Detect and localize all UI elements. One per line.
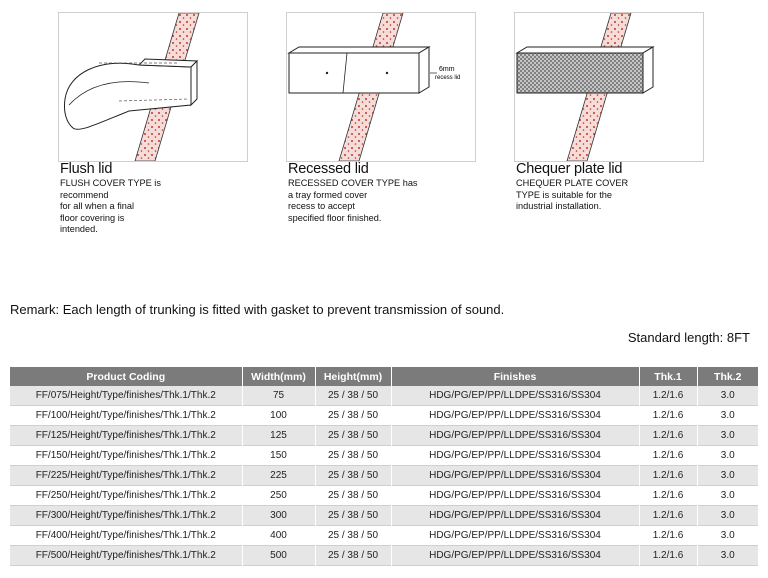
desc-line: RECESSED COVER TYPE has [288,178,418,188]
cell-thk1: 1.2/1.6 [639,406,697,426]
chequer-lid-caption [516,160,706,213]
cell-height: 25 / 38 / 50 [315,446,391,466]
cell-thk2: 3.0 [697,506,758,526]
cell-finishes: HDG/PG/EP/PP/LLDPE/SS316/SS304 [391,526,639,546]
desc-line: a tray formed cover [288,189,368,200]
cell-width: 500 [242,546,315,566]
col-header-thk2: Thk.2 [697,367,758,386]
cell-height: 25 / 38 / 50 [315,506,391,526]
cell-product-coding: FF/300/Height/Type/finishes/Thk.1/Thk.2 [10,506,242,526]
cell-thk2: 3.0 [697,386,758,406]
cell-height: 25 / 38 / 50 [315,386,391,406]
desc-line: intended. [60,224,98,235]
flush-lid-illustration [58,12,248,162]
flush-lid-title: Flush lid [60,161,113,177]
chequer-plate-lid-illustration [514,12,704,162]
cell-thk1: 1.2/1.6 [639,386,697,406]
desc-line: recommend [60,189,109,200]
desc-line: floor covering is [60,212,125,223]
recess-annotation-size: 6mm [439,66,455,73]
cell-product-coding: FF/100/Height/Type/finishes/Thk.1/Thk.2 [10,406,242,426]
cell-height: 25 / 38 / 50 [315,406,391,426]
cell-thk1: 1.2/1.6 [639,486,697,506]
recess-annotation-label: recess lid [435,75,461,81]
cell-finishes: HDG/PG/EP/PP/LLDPE/SS316/SS304 [391,506,639,526]
recessed-lid-illustration [286,12,476,162]
desc-line: recess to accept [288,201,355,212]
table-row [10,386,758,406]
cell-finishes: HDG/PG/EP/PP/LLDPE/SS316/SS304 [391,466,639,486]
desc-line: specified floor finished. [288,212,382,223]
table-row [10,506,758,526]
table-row [10,406,758,426]
flush-lid-caption [60,160,250,236]
cell-thk1: 1.2/1.6 [639,466,697,486]
cell-thk2: 3.0 [697,446,758,466]
table-row [10,466,758,486]
chequer-lid-description [516,178,706,213]
cell-thk1: 1.2/1.6 [639,546,697,566]
cell-thk2: 3.0 [697,486,758,506]
col-header-height: Height(mm) [315,367,391,386]
table-row [10,526,758,546]
cell-height: 25 / 38 / 50 [315,466,391,486]
cell-thk2: 3.0 [697,546,758,566]
cell-height: 25 / 38 / 50 [315,486,391,506]
cell-thk2: 3.0 [697,426,758,446]
table-row [10,446,758,466]
cell-width: 100 [242,406,315,426]
cell-product-coding: FF/400/Height/Type/finishes/Thk.1/Thk.2 [10,526,242,546]
col-header-width: Width(mm) [242,367,315,386]
cell-thk1: 1.2/1.6 [639,426,697,446]
cell-width: 400 [242,526,315,546]
cell-thk1: 1.2/1.6 [639,506,697,526]
cell-height: 25 / 38 / 50 [315,526,391,546]
cell-finishes: HDG/PG/EP/PP/LLDPE/SS316/SS304 [391,486,639,506]
cell-thk2: 3.0 [697,526,758,546]
table-row [10,546,758,566]
spec-table [10,367,758,566]
cell-width: 225 [242,466,315,486]
cell-finishes: HDG/PG/EP/PP/LLDPE/SS316/SS304 [391,406,639,426]
cell-product-coding: FF/125/Height/Type/finishes/Thk.1/Thk.2 [10,426,242,446]
cell-product-coding: FF/500/Height/Type/finishes/Thk.1/Thk.2 [10,546,242,566]
cell-thk2: 3.0 [697,466,758,486]
desc-line: FLUSH COVER TYPE is [60,178,161,188]
remark-text: Remark: Each length of trunking is fitted with gasket to prevent transmission of sound. [10,302,505,317]
col-header-finishes: Finishes [391,367,639,386]
recessed-lid-description [288,178,478,224]
table-header-row [10,367,758,386]
table-row [10,486,758,506]
cell-thk1: 1.2/1.6 [639,446,697,466]
cell-product-coding: FF/225/Height/Type/finishes/Thk.1/Thk.2 [10,466,242,486]
col-header-product-coding: Product Coding [10,367,242,386]
cell-width: 150 [242,446,315,466]
cell-finishes: HDG/PG/EP/PP/LLDPE/SS316/SS304 [391,426,639,446]
cell-height: 25 / 38 / 50 [315,426,391,446]
col-header-thk1: Thk.1 [639,367,697,386]
desc-line: CHEQUER PLATE COVER [516,178,629,188]
cell-finishes: HDG/PG/EP/PP/LLDPE/SS316/SS304 [391,446,639,466]
cell-thk2: 3.0 [697,406,758,426]
cell-height: 25 / 38 / 50 [315,546,391,566]
cell-product-coding: FF/150/Height/Type/finishes/Thk.1/Thk.2 [10,446,242,466]
chequer-lid-title: Chequer plate lid [516,161,623,177]
table-row [10,426,758,446]
flush-lid-description [60,178,250,236]
cell-thk1: 1.2/1.6 [639,526,697,546]
cell-finishes: HDG/PG/EP/PP/LLDPE/SS316/SS304 [391,386,639,406]
cell-width: 125 [242,426,315,446]
desc-line: TYPE is suitable for the [516,189,613,200]
desc-line: industrial installation. [516,201,602,212]
standard-length: Standard length: 8FT [627,330,750,345]
cell-product-coding: FF/250/Height/Type/finishes/Thk.1/Thk.2 [10,486,242,506]
cell-product-coding: FF/075/Height/Type/finishes/Thk.1/Thk.2 [10,386,242,406]
desc-line: for all when a final [60,201,135,212]
cell-finishes: HDG/PG/EP/PP/LLDPE/SS316/SS304 [391,546,639,566]
recessed-lid-title: Recessed lid [288,161,369,177]
cell-width: 300 [242,506,315,526]
recessed-lid-caption [288,160,478,224]
cell-width: 250 [242,486,315,506]
cell-width: 75 [242,386,315,406]
